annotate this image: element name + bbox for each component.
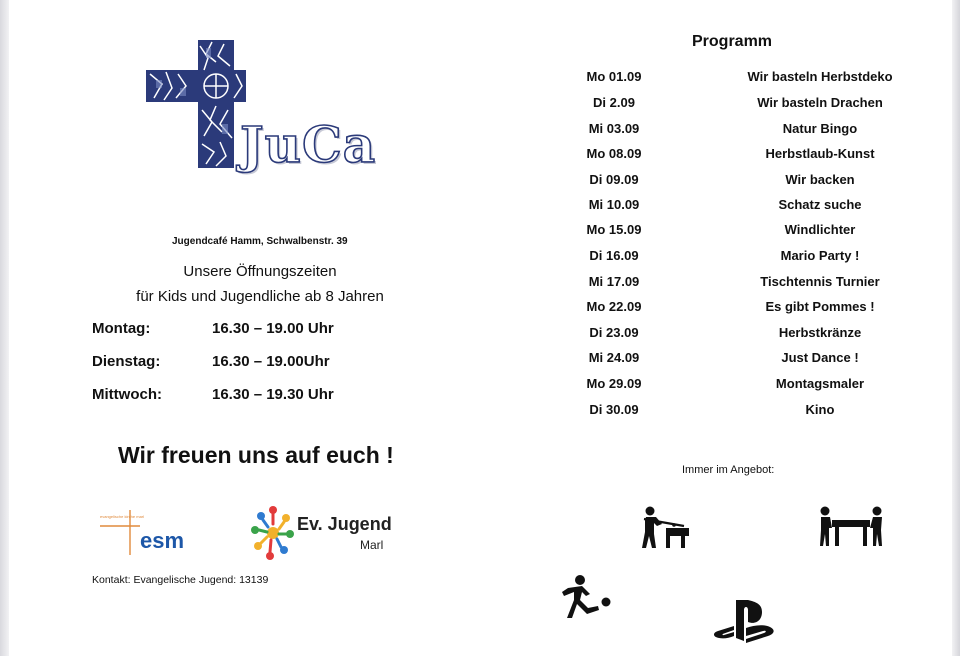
hours-time: 16.30 – 19.30 Uhr [212,386,334,403]
hours-row-monday [92,320,334,337]
program-event: Tischtennis Turnier [760,274,880,289]
hours-day: Montag: [92,320,151,337]
program-date: Mi 17.09 [588,274,640,289]
hours-row-tuesday [92,353,330,370]
program-date: Mi 10.09 [588,197,640,212]
program-row [560,222,940,242]
logo-wordmark: JuCa [240,115,377,174]
page-edge-left [0,0,9,656]
program-date: Mi 03.09 [588,121,640,136]
program-date: Mi 24.09 [588,350,640,365]
table-football-icon [818,506,884,548]
program-date: Di 30.09 [589,402,639,417]
program-row [560,402,940,422]
program-event: Wir backen [785,172,855,187]
program-row [560,325,940,345]
program-event: Natur Bingo [782,121,858,136]
program-date: Mo 08.09 [586,146,642,161]
program-date: Mo 29.09 [586,376,642,391]
hours-row-wednesday [92,386,334,403]
playstation-icon [712,598,776,644]
esm-logo [100,510,195,555]
hours-time: 16.30 – 19.00Uhr [212,353,330,370]
program-row [560,197,940,217]
program-event: Wir basteln Drachen [757,95,883,110]
program-row [560,248,940,268]
hours-day: Dienstag: [92,353,161,370]
esm-label: esm [140,528,185,553]
program-row [560,376,940,396]
ev-jugend-subtitle: Marl [360,538,384,552]
program-event: Montagsmaler [775,376,865,391]
hours-subtitle: für Kids und Jugendliche ab 8 Jahren [136,288,384,305]
ev-jugend-logo [250,502,400,564]
billiards-icon [640,506,690,550]
program-row [560,121,940,141]
program-event: Wir basteln Herbstdeko [747,69,893,84]
program-event: Herbstkränze [778,325,862,340]
people-circle-icon [250,502,296,562]
program-row [560,274,940,294]
esm-small-text: evangelische kirche marl [100,514,145,519]
program-date: Mo 01.09 [586,69,642,84]
program-date: Di 23.09 [589,325,639,340]
offer-label: Immer im Angebot: [682,464,775,476]
program-event: Kino [805,402,835,417]
program-row [560,95,940,115]
cross-icon [146,40,246,168]
football-icon [560,574,614,622]
program-row [560,299,940,319]
program-row [560,350,940,370]
program-row [560,172,940,192]
address-text: Jugendcafé Hamm, Schwalbenstr. 39 [172,236,348,247]
program-event: Just Dance ! [781,350,859,365]
hours-title: Unsere Öffnungszeiten [183,263,337,280]
ev-jugend-title: Ev. Jugend [297,514,392,534]
program-event: Herbstlaub-Kunst [765,146,875,161]
program-event: Mario Party ! [780,248,860,263]
program-date: Di 2.09 [593,95,635,110]
program-date: Mo 22.09 [586,299,642,314]
program-row [560,146,940,166]
program-date: Mo 15.09 [586,222,642,237]
program-event: Schatz suche [778,197,862,212]
hours-time: 16.30 – 19.00 Uhr [212,320,334,337]
program-event: Es gibt Pommes ! [765,299,875,314]
hours-day: Mittwoch: [92,386,162,403]
program-event: Windlichter [784,222,856,237]
contact-text: Kontakt: Evangelische Jugend: 13139 [92,574,269,586]
program-date: Di 16.09 [589,248,639,263]
program-date: Di 09.09 [589,172,639,187]
greeting-text: Wir freuen uns auf euch ! [118,442,394,468]
page-edge-right [952,0,960,656]
program-row [560,69,940,89]
program-title: Programm [692,33,773,50]
